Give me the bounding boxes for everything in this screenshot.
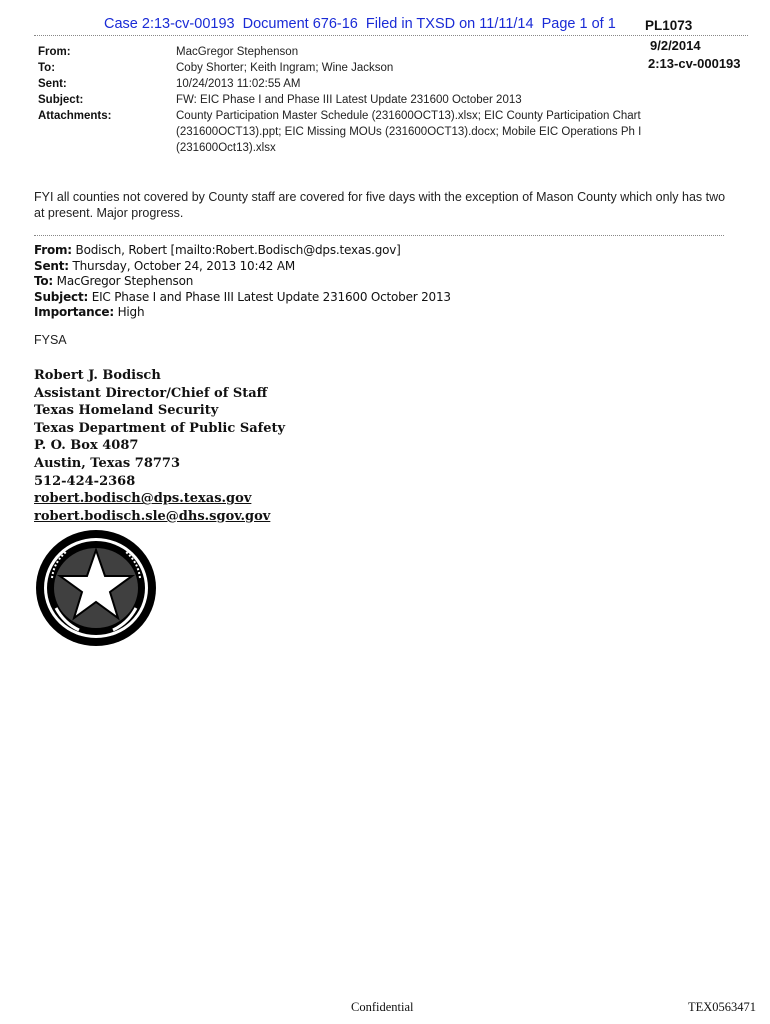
signature-division: Texas Homeland Security <box>34 403 219 419</box>
confidential-label: Confidential <box>351 1000 414 1014</box>
case-header <box>104 16 616 32</box>
fwd-subject-row <box>34 290 734 306</box>
subject-label: Subject: <box>38 94 84 106</box>
subject-row <box>38 92 718 108</box>
fwd-from-value: Bodisch, Robert [mailto:Robert.Bodisch@dps.texas.gov] <box>75 243 401 257</box>
email-body: FYI all counties not covered by County staff are covered for five days with the exception of Mason County which only has two at present. Major progress. <box>34 190 726 220</box>
forwarded-body: FYSA <box>34 333 67 347</box>
attachments-line: County Participation Master Schedule (231600OCT13).xlsx; EIC County Participation Chart <box>176 110 641 122</box>
fwd-sent-label: Sent: <box>34 258 69 273</box>
attachments-line: (231600Oct13).xlsx <box>176 142 276 154</box>
document-number: Document 676-16 <box>242 16 358 32</box>
header-divider <box>34 35 748 36</box>
to-label: To: <box>38 62 56 74</box>
sent-row <box>38 76 718 92</box>
fwd-importance-value: High <box>117 305 145 319</box>
fwd-subject-value: EIC Phase I and Phase III Latest Update 231600 October 2013 <box>91 289 451 304</box>
signature-email-link[interactable]: robert.bodisch.sle@dhs.sgov.gov <box>34 508 271 524</box>
signature-block <box>34 367 285 525</box>
filed-date: Filed in TXSD on 11/11/14 <box>365 16 534 32</box>
exhibit-case-number: 2:13-cv-000193 <box>648 56 741 71</box>
subject-value: FW: EIC Phase I and Phase III Latest Update 231600 October 2013 <box>176 94 522 106</box>
exhibit-number: PL1073 <box>645 18 693 33</box>
signature-email-link[interactable]: robert.bodisch@dps.texas.gov <box>34 491 252 507</box>
sent-value: 10/24/2013 11:02:55 AM <box>176 78 301 90</box>
forward-separator <box>34 235 724 236</box>
signature-phone: 512-424-2368 <box>34 473 136 489</box>
from-value: MacGregor Stephenson <box>176 46 299 58</box>
from-row <box>38 44 718 60</box>
fwd-sent-value: Thursday, October 24, 2013 10:42 AM <box>72 258 295 273</box>
texas-seal-icon <box>34 528 158 648</box>
to-row <box>38 60 718 76</box>
signature-po-box: P. O. Box 4087 <box>34 438 139 454</box>
signature-name: Robert J. Bodisch <box>34 368 161 383</box>
fwd-to-row <box>34 274 734 290</box>
sent-label: Sent: <box>38 78 67 90</box>
attachments-line: (231600OCT13).ppt; EIC Missing MOUs (231600OCT13).docx; Mobile EIC Operations Ph I <box>176 126 642 138</box>
attachments-value <box>176 108 718 156</box>
attachments-label: Attachments: <box>38 110 112 122</box>
page-count: Page 1 of 1 <box>541 16 616 32</box>
fwd-to-value: MacGregor Stephenson <box>56 274 194 288</box>
to-value: Coby Shorter; Keith Ingram; Wine Jackson <box>176 62 394 74</box>
fwd-sent-row <box>34 259 734 275</box>
fwd-from-row <box>34 243 734 259</box>
exhibit-date: 9/2/2014 <box>650 38 701 53</box>
fwd-subject-label: Subject: <box>34 289 89 304</box>
signature-agency: Texas Department of Public Safety <box>34 420 286 436</box>
fwd-from-label: From: <box>34 243 72 257</box>
email-header <box>38 44 718 156</box>
forwarded-header <box>34 243 734 321</box>
case-number: Case 2:13-cv-00193 <box>104 16 235 32</box>
fwd-importance-label: Importance: <box>34 305 114 319</box>
fwd-to-label: To: <box>34 274 54 288</box>
signature-title: Assistant Director/Chief of Staff <box>34 385 268 401</box>
signature-city: Austin, Texas 78773 <box>34 455 181 471</box>
bates-number: TEX0563471 <box>688 1000 757 1014</box>
fwd-importance-row <box>34 305 734 321</box>
from-label: From: <box>38 46 71 58</box>
attachments-row <box>38 108 718 156</box>
